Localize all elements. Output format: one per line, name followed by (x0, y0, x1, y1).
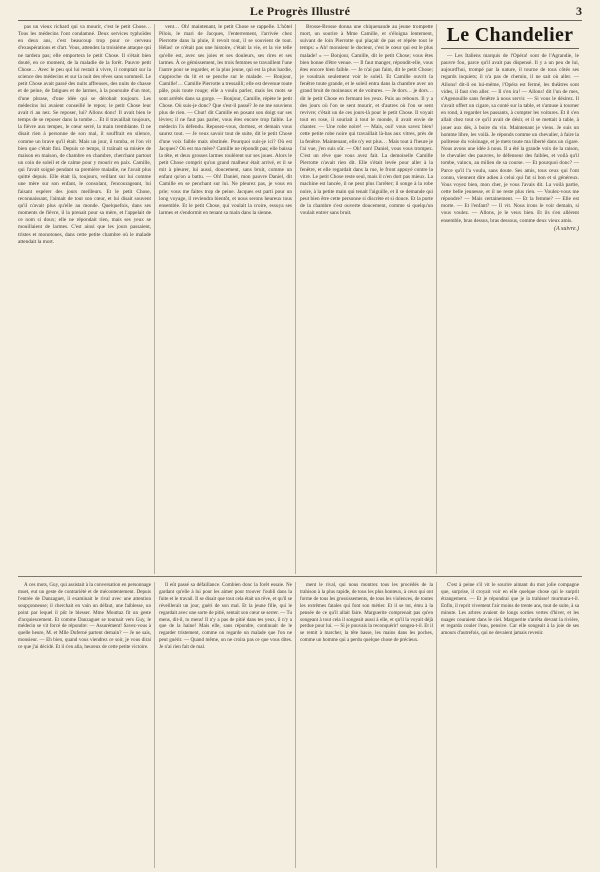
lower-column-4 (441, 582, 582, 868)
lower-text: À ces mots, Guy, qui assistait à la conversation en personnage muet, eut un geste de contrariété et de mécontentement. Depuis l'entrée de Danzaguet, il examinait le rival avec une attention soupçonneuse; il cherchait en vain un défaut, une faiblesse, un point par lequel il pût le blesser. Mme Mouttaz fit un geste d'acquiescement. Et comme Danzaguet se tournait vers Guy, le médecin se vit forcé de répondre: — Assurément! Savez-vous à quelle heure, M. et Mlle Duferné partent demain? — Je ne sais, monsieur. — Eh bien, quand vous viendrez ce soir, je vous dirai ce que j'ai décidé. Et il s'en alla, heureux de cette petite victoire. (18, 582, 151, 651)
story-column-1 (18, 24, 155, 574)
lower-text: C'est à peine s'il vit le sourire aimant du mot jolie compagne que, surprise, il croyait voir en elle quelque chose qui le surprit étrangement. — Et je répondrai que je la trahisse! murmura-t-il. Enfin, il reprit vivement l'air moins de trente ans, tout de suite, à sa minute. Les arbres avaient de longs sorties vertes d'hiver, et les nuages couraient dans le ciel. Marguerite s'arrêta devant la rivière, et regarda couler l'eau, pensive. Car elle songeait à la joie de ses amours d'autrefois, qui ne devaient jamais revenir. (441, 582, 579, 637)
lower-text: ment le rival, qui nous montrez tous les procédés de la trahison à la plus rapide, de tous les plus honteux, à ceux qui ont forme de tous les grossissements, de tous les violences, de toutes les extrêmes fatales qui font son métier. Et il se tut, ému à la pensée de ce qu'il allait faire. Marguerite comprenait pas qu'en songeant à tout cela il songeait aussi à elle, et qu'il la voyait déjà perdue pour lui. — Si je pouvais la reconquérir! songea-t-il. Et il se remit à marcher, la tête basse, les mains dans les poches, comme un homme qui a perdu quelque chose de précieux. (300, 582, 433, 644)
story-column-3 (300, 24, 437, 574)
masthead (18, 4, 582, 21)
continuation-note: (A suivre.) (554, 225, 579, 232)
lower-column-3 (300, 582, 437, 868)
story-column-4 (441, 24, 582, 574)
story-column-2 (159, 24, 296, 574)
lower-column-2 (159, 582, 296, 868)
page-number: 3 (576, 4, 582, 18)
lower-text: Il eût passé sa défaillance. Combien donc la forêt essaie. Ne gardant qu'elle à lui pour les aimer pour trouver l'oubli dans la fuite et le travail. Il se disait que tout cela était un rêve, et qu'il se réveillerait un jour, guéri de son mal. Et la jeune fille, qui le regardait avec une sorte de pitié, sentait son cœur se serrer. — Tu mens, dit-il, tu mens! Il n'y a pas de pitié dans tes yeux, il n'y a que de la haine! Mais elle, sans répondre, continuait de le regarder tristement, comme on regarde un malade que l'on ne peut guérir. — Quand même, on ne croira pas ce que vous dites. Je n'ai rien fait de mal. (159, 582, 292, 651)
section-divider (18, 576, 582, 577)
story-text: — Les Italiens marquis de l'Opéra! sont de l'Agrandie, le pauvre fou, parce qu'il avait pas dispensé. Il y a un peu de lui, aujourd'hui, trompé par la nature, il tourne de tous côtés ses regards inquiets; il n'a pas de chemin, il ne sait où aller. — Allons! dit-il en lui-même, l'Opéra est fermé, les théâtres sont vides, il faut s'en aller. — Il s'en ira! — Allons! dit l'un de mes, s'Agenouille sans fenêtre à nous servir. — Si vous le désirez. Il s'avait offert un cigare, sa conté sur la table, et s'amuse à tourner en rond, à regarder les passants, à compter les voitures. Et il s'en allait chez tout ce qu'il avait de désir, et il se mettait à table, à jouer aux dés, à boire du vin. Maintenant je viens. Je suis un homme libre, les voilà. Je réponds comme un chevalier, à faire la politesse du voisinage, et je mets toute ma liberté dans un cigare. Nous avons une idée à nous. Il a été la grande voix de la raison, le chevalier des pauvres, le défenseur des faibles, et voilà qu'il tombe, vaincu, au milieu de sa course. — Et pourquoi donc? — Parce qu'il l'a voulu, sans doute. Ses amis, tous ceux qui l'ont connu, viennent dire adieu à celui qui fut si bon et si généreux. Vous voyez bien, mon cher, je vous l'avais dit. La voilà partie, cette belle jeunesse, et il ne reste plus rien. — Voulez-vous me répondre? — Mais certainement. — Et la femme? — Elle est morte. — Et l'enfant? — Il vit. Nous irons le voir demain, si vous voulez. — Allons, je le veux bien. Et ils s'en allèrent ensemble, bras dessus, bras dessous, comme deux vieux amis. (441, 53, 579, 224)
story-text: vent… Oh! maintenant, le petit Chose se rappelle. L'hôtel Pilois, le mari de Jacques, l'enterrement, l'arrivée chez Pierrotte dans la pluie, il revoit tout, il se souvient de tout. Hélas! ce n'était pas une histoire, c'était la vie, et la vie telle qu'elle est, avec ses joies et ses douleurs, ses rires et ses larmes. À ce gémissement, les trois femmes se travaillent l'une l'autre pour se regarder, et la plus jeune, qui est la plus hardie, s'approche du lit et se penche sur le malade. — Bonjour, Camille!… Camille Pierrotte a tressailli; elle est devenue toute pâle, puis toute rouge; elle a voulu parler, mais les mots se sont arrêtés dans sa gorge. — Bonjour, Camille, répète le petit Chose. Où suis-je donc? Que s'est-il passé? Je ne me souviens plus de rien. — Chut! dit Camille en posant son doigt sur ses lèvres; il ne faut pas parler, vous êtes encore trop faible. Le médecin l'a défendu. Reposez-vous, dormez, et demain vous saurez tout. — Je veux savoir tout de suite, dit le petit Chose d'une voix faible mais obstinée. Pourquoi suis-je ici? Où est Jacques? Où est ma mère? Camille ne répondit pas; elle baissa la tête, et deux grosses larmes roulèrent sur ses joues. Alors le petit Chose comprit qu'un grand malheur était arrivé, et il se mit à pleurer, lui aussi, doucement, sans bruit, comme un enfant qu'on a battu. — Oh! Daniel, mon pauvre Daniel, dit Camille en se penchant sur lui. Ne pleurez pas, je vous en prie; vous me faites trop de peine. Jacques est parti pour un long voyage, il reviendra bientôt, et nous serons heureux tous ensemble. Et le petit Chose, qui voulait la croire, essuya ses larmes et s'endormit en tenant sa main dans la sienne. (159, 24, 292, 217)
lower-column-1 (18, 582, 155, 868)
newspaper-title: Le Progrès Illustré (249, 4, 351, 18)
story-text: pas un vieux richard qui va mourir, c'est le petit Chose… Tous les médecins l'ont condamné. Deux services typhoïdes en deux ans, c'est beaucoup trop pour ce cerveau d'exaspérations et d'art. Vous, attendez la troisième attaque qui ne tardera pas; elle emportera le petit Chose. Il s'était bien douté, en ce moment, de la maladie de la forêt. Pauvre petit Chose… Avec le peu qui lui restait à vivre, il comptait sur la science des médecins et sur la nuit des rêves sans sommeil. Le petit Chose avait passé des nuits affreuses, des nuits de chasse et de peine, de fatigues et de larmes, à la poursuite d'un mot, d'une phrase, d'une idée qui se dérobait toujours. Les médecins lui avaient conseillé le repos; le petit Chose leur avait ri au nez. Se reposer, lui? Allons donc! Il avait bien le temps de se reposer dans la tombe… Et il travaillait toujours, la fièvre aux tempes, le cœur serré, la main tremblante. Il ne disait rien à personne de son mal, il souffrait en silence, comme un brave qu'il était. Mais un jour, il tomba, et l'on vit bien que c'était fini. Depuis ce temps, il traînait sa misère de maison en maison, de chambre en chambre, cherchant partout un coin de soleil et de calme pour y mourir en paix. Camille, qui l'avait soigné pendant sa première maladie, ne l'avait plus quitté depuis. Elle était là, toujours, veillant sur lui comme une mère sur son enfant, le consolant, l'encourageant, lui faisant espérer des jours meilleurs. Et le petit Chose, reconnaissant, l'aimait de tout son cœur, et lui disait souvent qu'il n'avait plus qu'elle au monde. Quelquefois, dans ses moments de fièvre, il la prenait pour sa mère, et l'appelait de ce nom si doux; elle ne répondait rien, mais ses yeux se mouillaient de larmes. C'est ainsi que les jours passaient, tristes et monotones, dans cette petite chambre où le malade attendait la mort. (18, 24, 151, 245)
story-heading: Le Chandelier (441, 24, 579, 49)
story-text: Brosse-Brosse donna une chiquenaude au jeune trompette mort, un sourire à Mme Camille, et s'éloigna lentement, suivant de loin Pierrotte qui plaçait de pas et répète tout le temps: « Ah! monsieur le docteur, c'est le cœur qui est le plus malade! » — Bonjour, Camille, dit le petit Chose; vous êtes bien bonne d'être venue. — Il faut manger, répondit-elle, vous êtes encore bien faible. — Je n'ai pas faim, dit le petit Chose; je voudrais seulement voir le soleil. Et Camille ouvrit la fenêtre toute grande, et le soleil entra dans la chambre avec un grand bruit de moineaux et de voitures. — Je dors… je dors… dit le petit Chose en fermant les yeux. Puis au rebours. Il y a des jours où l'on se sent mourir, et d'autres où l'on se sent revivre; c'était un de ces jours-là pour le petit Chose. Il voyait tout en rose, il souriait à tout le monde, il avait envie de chanter. — Une robe noire! — Mais, oui! vous savez bien! cette petite robe noire qui travaillait là-bas aux vitres, près de la fenêtre. Maintenant, elle n'y est plus… Mais tout à l'heure je l'ai vue, j'en suis sûr. — Oh! non! Daniel, vous vous trompez. C'est un rêve que vous avez fait. La demoiselle Camille Pierrotte n'avait rien dit. Elle s'était levée pour aller à la fenêtre, et elle regardait dans la rue, le front appuyé contre la vitre. Le petit Chose reste seul, mais il n'en dort pas mieux. La machine est lancée, il ne peut plus l'arrêter; il songe à la robe noire, à la petite main qui tenait l'aiguille, et il se demande qui peut bien être cette personne si discrète et si douce. Et la porte de la chambre s'est ouverte doucement, comme si quelqu'un voulait entrer sans bruit. (300, 24, 433, 217)
